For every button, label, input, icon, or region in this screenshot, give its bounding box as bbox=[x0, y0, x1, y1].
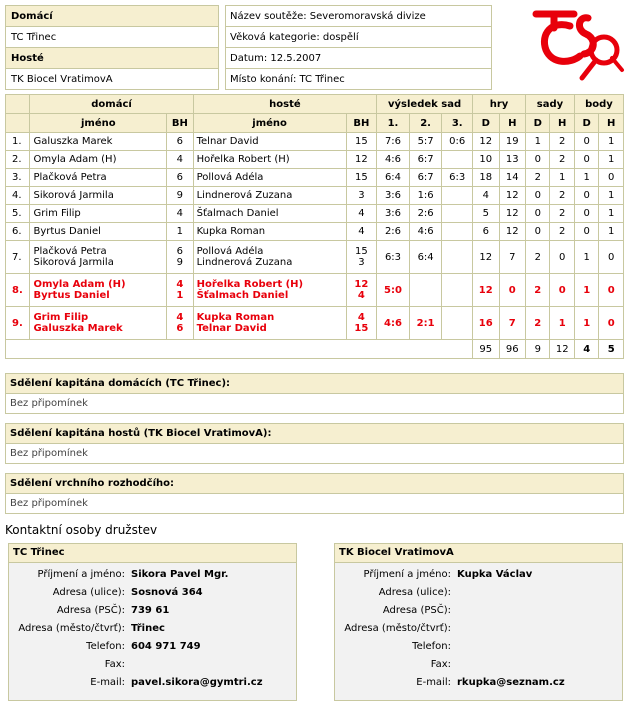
games-home: 12 bbox=[473, 274, 500, 307]
age-category: Věková kategorie: dospělí bbox=[226, 27, 492, 48]
contact-details-home bbox=[9, 565, 296, 691]
contact-field-label: Příjmení a jméno: bbox=[37, 568, 125, 580]
set-1-score: 4:6 bbox=[377, 151, 410, 169]
home-bh bbox=[167, 133, 194, 151]
home-player-line: Omyla Adam (H) bbox=[33, 279, 126, 290]
guest-bh bbox=[346, 169, 377, 187]
home-player-line: Galuszka Marek bbox=[33, 323, 123, 334]
home-player-line: Plačková Petra bbox=[33, 246, 107, 257]
teams-panel bbox=[5, 5, 219, 90]
guest-player-line: Lindnerová Zuzana bbox=[196, 190, 293, 201]
games-guest: 14 bbox=[499, 169, 526, 187]
home-player bbox=[30, 274, 167, 307]
total-sets-guest: 12 bbox=[550, 340, 574, 359]
sets-guest: 2 bbox=[550, 151, 574, 169]
contact-details-guest bbox=[335, 565, 622, 691]
home-bh-line: 4 bbox=[176, 279, 184, 290]
set-1-score: 4:6 bbox=[377, 307, 410, 340]
set-3-score: 6:3 bbox=[442, 169, 473, 187]
note-body: Bez připomínek bbox=[10, 398, 88, 409]
sets-home: 0 bbox=[526, 205, 550, 223]
contact-row bbox=[9, 673, 296, 691]
guest-bh bbox=[346, 151, 377, 169]
contact-field-label: Telefon: bbox=[412, 640, 451, 652]
col-home-name: jméno bbox=[30, 114, 167, 133]
contact-field-value bbox=[454, 601, 622, 619]
match-venue: Místo konání: TC Třinec bbox=[226, 69, 492, 90]
guest-bh-line: 15 bbox=[355, 136, 368, 147]
guest-player-line: Kupka Roman bbox=[196, 226, 266, 237]
contact-team-name: TC Třinec bbox=[9, 544, 296, 563]
contact-row bbox=[335, 565, 622, 583]
col-group-set-result: výsledek sad bbox=[377, 95, 473, 114]
guest-bh-line: 4 bbox=[357, 290, 365, 301]
points-home: 1 bbox=[574, 274, 598, 307]
col-points-d: D bbox=[574, 114, 598, 133]
home-bh bbox=[167, 187, 194, 205]
sets-home: 0 bbox=[526, 223, 550, 241]
guest-player-line: Šťalmach Daniel bbox=[196, 208, 279, 219]
games-guest: 7 bbox=[499, 241, 526, 274]
result-row bbox=[6, 241, 624, 274]
home-bh-line: 4 bbox=[176, 312, 184, 323]
col-sets-d: D bbox=[526, 114, 550, 133]
home-player-line: Byrtus Daniel bbox=[33, 290, 110, 301]
contact-field-value: Třinec bbox=[131, 622, 165, 634]
result-row bbox=[6, 205, 624, 223]
home-bh-line: 4 bbox=[176, 154, 184, 165]
guest-bh-line: 4 bbox=[358, 208, 365, 219]
points-guest: 0 bbox=[599, 241, 624, 274]
guest-player bbox=[193, 151, 346, 169]
guest-player bbox=[193, 223, 346, 241]
contact-field-value: pavel.sikora@gymtri.cz bbox=[131, 676, 263, 688]
contact-team-name: TK Biocel VratimovA bbox=[335, 544, 622, 563]
points-guest: 0 bbox=[599, 169, 624, 187]
contact-field-label: E-mail: bbox=[90, 676, 125, 688]
club-logo bbox=[530, 4, 626, 84]
guest-bh-line: 12 bbox=[355, 154, 368, 165]
guest-bh bbox=[346, 307, 377, 340]
home-player bbox=[30, 241, 167, 274]
home-player bbox=[30, 169, 167, 187]
sets-home: 0 bbox=[526, 187, 550, 205]
result-row bbox=[6, 274, 624, 307]
guest-player-line: Kupka Roman bbox=[196, 312, 275, 323]
total-sets-home: 9 bbox=[526, 340, 550, 359]
contact-field-value: Sosnová 364 bbox=[131, 586, 203, 598]
guest-player-line: Lindnerová Zuzana bbox=[196, 257, 293, 268]
contact-field-label: Příjmení a jméno: bbox=[363, 568, 451, 580]
note-body: Bez připomínek bbox=[10, 448, 88, 459]
guest-player bbox=[193, 241, 346, 274]
guest-bh-line: 4 bbox=[357, 312, 365, 323]
set-3-score bbox=[442, 187, 473, 205]
guest-player-line: Telnar David bbox=[196, 323, 267, 334]
competition-name: Název soutěže: Severomoravská divize bbox=[226, 6, 492, 27]
points-guest: 1 bbox=[599, 223, 624, 241]
games-home: 10 bbox=[473, 151, 500, 169]
contact-row bbox=[9, 565, 296, 583]
home-player bbox=[30, 133, 167, 151]
set-1-score: 6:3 bbox=[377, 241, 410, 274]
set-2-score: 2:1 bbox=[409, 307, 442, 340]
games-guest: 12 bbox=[499, 187, 526, 205]
guest-player bbox=[193, 205, 346, 223]
guest-bh-line: 4 bbox=[358, 226, 365, 237]
contact-field-value: 604 971 749 bbox=[131, 640, 201, 652]
contact-field-label: Adresa (ulice): bbox=[52, 586, 125, 598]
contact-field-label: E-mail: bbox=[416, 676, 451, 688]
col-group-home: domácí bbox=[30, 95, 193, 114]
col-games-d: D bbox=[473, 114, 500, 133]
col-group-games: hry bbox=[473, 95, 526, 114]
col-set-3: 3. bbox=[442, 114, 473, 133]
col-group-guests: hosté bbox=[193, 95, 377, 114]
row-number: 4. bbox=[6, 187, 30, 205]
home-player bbox=[30, 307, 167, 340]
guest-team: TK Biocel VratimovA bbox=[6, 69, 219, 90]
contact-row bbox=[335, 601, 622, 619]
home-bh bbox=[167, 151, 194, 169]
points-home: 0 bbox=[574, 223, 598, 241]
col-home-bh: BH bbox=[167, 114, 194, 133]
set-1-score: 6:4 bbox=[377, 169, 410, 187]
contact-row bbox=[9, 601, 296, 619]
home-player-line: Byrtus Daniel bbox=[33, 226, 101, 237]
guest-bh-line: 3 bbox=[358, 190, 365, 201]
home-player-line: Galuszka Marek bbox=[33, 136, 113, 147]
home-player-line: Grim Filip bbox=[33, 208, 81, 219]
guest-bh-line: 12 bbox=[354, 279, 369, 290]
contact-field-value bbox=[454, 637, 622, 655]
guest-bh-line: 15 bbox=[355, 246, 368, 257]
set-3-score bbox=[442, 274, 473, 307]
contact-field-value bbox=[454, 583, 622, 601]
sets-guest: 2 bbox=[550, 187, 574, 205]
home-player bbox=[30, 187, 167, 205]
row-number: 2. bbox=[6, 151, 30, 169]
col-group-sets: sady bbox=[526, 95, 575, 114]
set-3-score bbox=[442, 241, 473, 274]
set-1-score: 2:6 bbox=[377, 223, 410, 241]
set-3-score bbox=[442, 307, 473, 340]
contact-field-label: Fax: bbox=[104, 658, 125, 670]
col-points-h: H bbox=[599, 114, 624, 133]
guest-player bbox=[193, 274, 346, 307]
set-2-score: 4:6 bbox=[409, 223, 442, 241]
points-guest: 1 bbox=[599, 205, 624, 223]
contact-field-value: rkupka@seznam.cz bbox=[457, 676, 565, 688]
games-guest: 13 bbox=[499, 151, 526, 169]
guest-bh bbox=[346, 133, 377, 151]
guest-player-line: Hořelka Robert (H) bbox=[196, 279, 304, 290]
row-number: 8. bbox=[6, 274, 30, 307]
total-points-home: 4 bbox=[574, 340, 598, 359]
contact-field-label: Adresa (město/čtvrť): bbox=[18, 622, 125, 634]
sets-home: 2 bbox=[526, 274, 550, 307]
contact-card-home bbox=[8, 543, 297, 701]
set-2-score: 6:7 bbox=[409, 151, 442, 169]
home-bh-line: 1 bbox=[176, 290, 184, 301]
games-guest: 12 bbox=[499, 205, 526, 223]
guest-player-line: Telnar David bbox=[196, 136, 259, 147]
note-home-captain bbox=[5, 373, 624, 414]
total-games-guest: 96 bbox=[499, 340, 526, 359]
guest-bh bbox=[346, 241, 377, 274]
row-number: 7. bbox=[6, 241, 30, 274]
contact-field-value bbox=[454, 619, 622, 637]
home-bh-line: 9 bbox=[176, 190, 184, 201]
sets-guest: 2 bbox=[550, 133, 574, 151]
guest-bh-line: 15 bbox=[354, 323, 369, 334]
match-meta-panel bbox=[225, 5, 492, 90]
contact-row bbox=[335, 619, 622, 637]
result-row bbox=[6, 187, 624, 205]
row-number: 1. bbox=[6, 133, 30, 151]
guest-player-line: Hořelka Robert (H) bbox=[196, 154, 290, 165]
contact-field-label: Adresa (PSČ): bbox=[56, 604, 125, 616]
points-guest: 1 bbox=[599, 187, 624, 205]
contact-field-value: Kupka Václav bbox=[457, 568, 533, 580]
home-bh bbox=[167, 169, 194, 187]
points-home: 0 bbox=[574, 133, 598, 151]
guest-player-line: Šťalmach Daniel bbox=[196, 290, 289, 301]
contact-field-label: Telefon: bbox=[86, 640, 125, 652]
home-player-line: Grim Filip bbox=[33, 312, 89, 323]
row-number: 9. bbox=[6, 307, 30, 340]
results-table bbox=[5, 94, 624, 359]
set-1-score: 3:6 bbox=[377, 187, 410, 205]
result-row bbox=[6, 169, 624, 187]
points-home: 0 bbox=[574, 205, 598, 223]
games-guest: 12 bbox=[499, 223, 526, 241]
contact-row bbox=[335, 583, 622, 601]
col-set-2: 2. bbox=[409, 114, 442, 133]
games-home: 12 bbox=[473, 133, 500, 151]
games-home: 12 bbox=[473, 241, 500, 274]
sets-home: 1 bbox=[526, 133, 550, 151]
contact-field-value bbox=[128, 655, 296, 673]
note-referee bbox=[5, 473, 624, 514]
set-1-score: 5:0 bbox=[377, 274, 410, 307]
guest-player bbox=[193, 307, 346, 340]
points-home: 1 bbox=[574, 169, 598, 187]
home-bh-line: 1 bbox=[176, 226, 184, 237]
contact-row bbox=[9, 655, 296, 673]
set-2-score: 6:7 bbox=[409, 169, 442, 187]
home-bh-line: 9 bbox=[176, 257, 184, 268]
sets-home: 2 bbox=[526, 307, 550, 340]
result-row bbox=[6, 133, 624, 151]
home-bh-line: 6 bbox=[176, 323, 184, 334]
games-home: 6 bbox=[473, 223, 500, 241]
contact-row bbox=[335, 655, 622, 673]
note-title: Sdělení vrchního rozhodčího: bbox=[6, 474, 623, 494]
points-guest: 1 bbox=[599, 133, 624, 151]
result-row bbox=[6, 223, 624, 241]
note-title: Sdělení kapitána hostů (TK Biocel VratimovA): bbox=[6, 424, 623, 444]
row-number: 5. bbox=[6, 205, 30, 223]
games-home: 16 bbox=[473, 307, 500, 340]
set-3-score bbox=[442, 151, 473, 169]
row-number: 6. bbox=[6, 223, 30, 241]
contact-field-label: Fax: bbox=[430, 658, 451, 670]
col-games-h: H bbox=[499, 114, 526, 133]
sets-home: 2 bbox=[526, 169, 550, 187]
home-bh bbox=[167, 307, 194, 340]
totals-row bbox=[6, 340, 624, 359]
guest-label: Hosté bbox=[6, 48, 219, 69]
points-home: 1 bbox=[574, 307, 598, 340]
guest-player bbox=[193, 187, 346, 205]
set-3-score: 0:6 bbox=[442, 133, 473, 151]
points-home: 1 bbox=[574, 241, 598, 274]
col-guest-bh: BH bbox=[346, 114, 377, 133]
home-label: Domácí bbox=[6, 6, 219, 27]
sets-guest: 2 bbox=[550, 205, 574, 223]
home-player bbox=[30, 223, 167, 241]
sets-guest: 1 bbox=[550, 169, 574, 187]
home-bh bbox=[167, 205, 194, 223]
home-player-line: Sikorová Jarmila bbox=[33, 190, 114, 201]
set-3-score bbox=[442, 205, 473, 223]
total-points-guest: 5 bbox=[599, 340, 624, 359]
contact-row bbox=[335, 673, 622, 691]
results-panel bbox=[5, 94, 624, 359]
set-3-score bbox=[442, 223, 473, 241]
match-date: Datum: 12.5.2007 bbox=[226, 48, 492, 69]
set-2-score: 2:6 bbox=[409, 205, 442, 223]
contact-row bbox=[9, 583, 296, 601]
games-guest: 0 bbox=[499, 274, 526, 307]
home-bh bbox=[167, 223, 194, 241]
contacts-heading: Kontaktní osoby družstev bbox=[5, 523, 158, 537]
note-body: Bez připomínek bbox=[10, 498, 88, 509]
home-bh-line: 6 bbox=[176, 136, 184, 147]
guest-bh-line: 3 bbox=[358, 257, 365, 268]
contact-field-label: Adresa (ulice): bbox=[378, 586, 451, 598]
contact-field-value: 739 61 bbox=[131, 604, 170, 616]
contact-row bbox=[9, 619, 296, 637]
guest-bh bbox=[346, 223, 377, 241]
set-2-score: 6:4 bbox=[409, 241, 442, 274]
guest-player-line: Pollová Adéla bbox=[196, 246, 264, 257]
sets-guest: 0 bbox=[550, 241, 574, 274]
guest-bh bbox=[346, 205, 377, 223]
points-guest: 1 bbox=[599, 151, 624, 169]
home-player bbox=[30, 151, 167, 169]
points-guest: 0 bbox=[599, 274, 624, 307]
sets-guest: 1 bbox=[550, 307, 574, 340]
total-games-home: 95 bbox=[473, 340, 500, 359]
set-1-score: 7:6 bbox=[377, 133, 410, 151]
points-home: 0 bbox=[574, 151, 598, 169]
set-2-score: 1:6 bbox=[409, 187, 442, 205]
games-home: 5 bbox=[473, 205, 500, 223]
points-guest: 0 bbox=[599, 307, 624, 340]
col-guest-name: jméno bbox=[193, 114, 346, 133]
sets-guest: 2 bbox=[550, 223, 574, 241]
sets-home: 2 bbox=[526, 241, 550, 274]
home-team: TC Třinec bbox=[6, 27, 219, 48]
home-player bbox=[30, 205, 167, 223]
home-player-line: Sikorová Jarmila bbox=[33, 257, 114, 268]
games-home: 4 bbox=[473, 187, 500, 205]
games-guest: 19 bbox=[499, 133, 526, 151]
home-bh-line: 6 bbox=[176, 172, 184, 183]
note-title: Sdělení kapitána domácích (TC Třinec): bbox=[6, 374, 623, 394]
guest-player bbox=[193, 169, 346, 187]
contact-field-value: Sikora Pavel Mgr. bbox=[131, 568, 229, 580]
points-home: 0 bbox=[574, 187, 598, 205]
col-group-points: body bbox=[574, 95, 623, 114]
guest-bh bbox=[346, 187, 377, 205]
home-bh bbox=[167, 241, 194, 274]
col-set-1: 1. bbox=[377, 114, 410, 133]
contact-field-value bbox=[454, 655, 622, 673]
contact-row bbox=[9, 637, 296, 655]
games-guest: 7 bbox=[499, 307, 526, 340]
home-player-line: Plačková Petra bbox=[33, 172, 107, 183]
guest-bh bbox=[346, 274, 377, 307]
home-bh-line: 6 bbox=[176, 246, 184, 257]
home-player-line: Omyla Adam (H) bbox=[33, 154, 117, 165]
home-bh bbox=[167, 274, 194, 307]
contact-row bbox=[335, 637, 622, 655]
contact-field-label: Adresa (PSČ): bbox=[382, 604, 451, 616]
sets-home: 0 bbox=[526, 151, 550, 169]
games-home: 18 bbox=[473, 169, 500, 187]
result-row bbox=[6, 307, 624, 340]
col-sets-h: H bbox=[550, 114, 574, 133]
set-2-score: 5:7 bbox=[409, 133, 442, 151]
note-guest-captain bbox=[5, 423, 624, 464]
guest-bh-line: 15 bbox=[355, 172, 368, 183]
sets-guest: 0 bbox=[550, 274, 574, 307]
contact-field-label: Adresa (město/čtvrť): bbox=[344, 622, 451, 634]
set-1-score: 3:6 bbox=[377, 205, 410, 223]
row-number: 3. bbox=[6, 169, 30, 187]
contact-card-guest bbox=[334, 543, 623, 701]
set-2-score bbox=[409, 274, 442, 307]
guest-player bbox=[193, 133, 346, 151]
home-bh-line: 4 bbox=[176, 208, 184, 219]
result-row bbox=[6, 151, 624, 169]
guest-player-line: Pollová Adéla bbox=[196, 172, 264, 183]
